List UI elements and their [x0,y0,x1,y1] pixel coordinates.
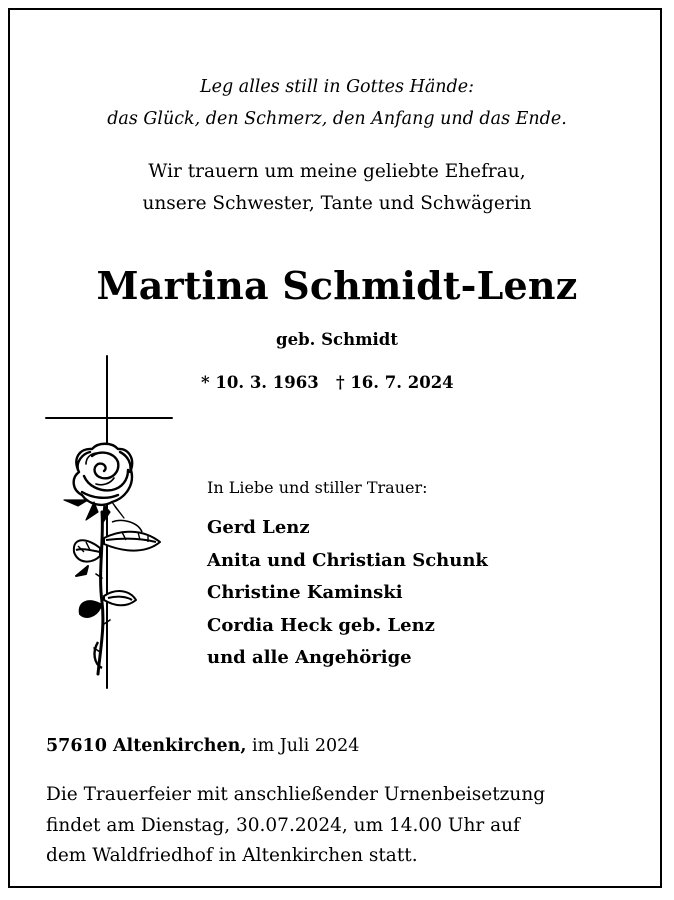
list-item: Anita und Christian Schunk [207,549,488,571]
intro-text [10,156,664,220]
deceased-name: Martina Schmidt-Lenz [96,263,578,308]
ceremony-notice [46,780,646,872]
ceremony-line-3: dem Waldfriedhof in Altenkirchen statt. [46,845,418,866]
place-and-date [46,733,359,759]
list-item: Christine Kaminski [207,582,403,603]
intro-line-2: unsere Schwester, Tante und Schwägerin [142,193,532,214]
mourning-heading: In Liebe und stiller Trauer: [207,478,428,497]
place-date: im Juli 2024 [246,736,360,756]
verse-line-1: Leg alles still in Gottes Hände: [200,77,474,97]
place-location: 57610 Altenkirchen, [46,736,247,756]
verse [10,71,664,135]
ceremony-line-2: findet am Dienstag, 30.07.2024, um 14.00 Uhr auf [46,814,520,836]
intro-line-1: Wir trauern um meine geliebte Ehefrau, [148,161,526,182]
life-dates: * 10. 3. 1963 † 16. 7. 2024 [201,373,454,392]
list-item: Gerd Lenz [207,517,310,538]
mourners-list [207,512,488,675]
list-item: und alle Angehörige [207,647,412,668]
list-item: Cordia Heck geb. Lenz [207,614,435,636]
ceremony-line-1: Die Trauerfeier mit anschließender Urnenbeisetzung [46,784,546,805]
verse-line-2: das Glück, den Schmerz, den Anfang und das Ende. [107,109,567,129]
maiden-name: geb. Schmidt [276,330,398,349]
cross-with-rose-icon [42,352,177,692]
